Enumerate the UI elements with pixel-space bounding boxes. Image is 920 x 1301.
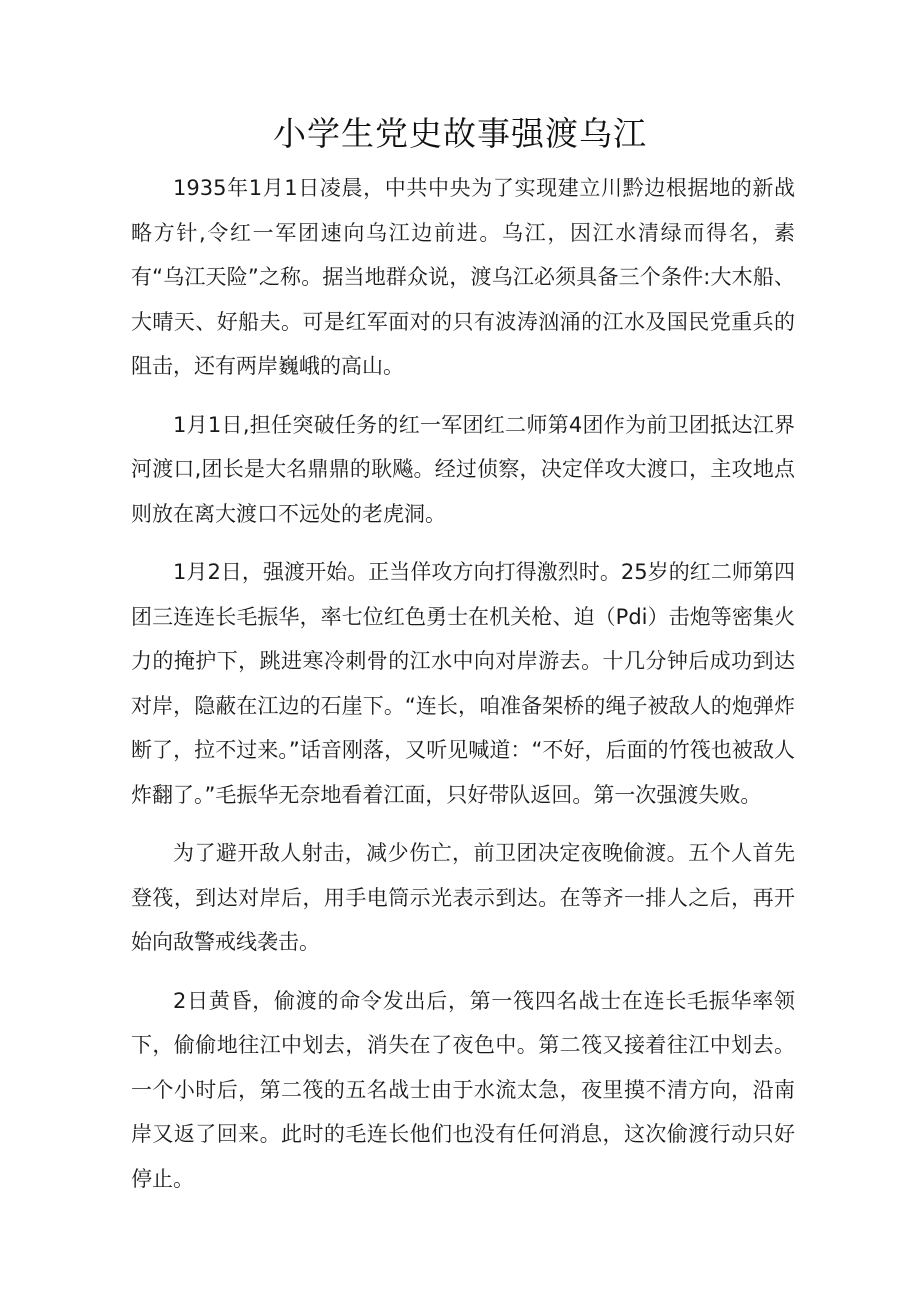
paragraph: 1935年1月1日凌晨，中共中央为了实现建立川黔边根据地的新战略方针,令红一军团速向乌江边前进。乌江，因江水清绿而得名，素有“乌江天险”之称。据当地群众说，渡乌江必须具备三个条件:大木船、大晴天、好船夫。可是红军面对的只有波涛汹涌的江水及国民党重兵的阻击，还有两岸巍峨的高山。	[131, 176, 795, 378]
paragraph: 2日黄昏，偷渡的命令发出后，第一筏四名战士在连长毛振华率领下，偷偷地往江中划去，消失在了夜色中。第二筏又接着往江中划去。一个小时后，第二筏的五名战士由于水流太急，夜里摸不清方向，沿南岸又返了回来。此时的毛连长他们也没有任何消息，这次偷渡行动只好停止。	[131, 988, 795, 1191]
paragraph: 1月1日,担任突破任务的红一军团红二师第4团作为前卫团抵达江界河渡口,团长是大名鼎鼎的耿飚。经过侦察，决定佯攻大渡口，主攻地点则放在离大渡口不远处的老虎洞。	[131, 412, 795, 526]
paragraph: 1月2日，强渡开始。正当佯攻方向打得激烈时。25岁的红二师第四团三连连长毛振华，率七位红色勇士在机关枪、迫（Pdi）击炮等密集火力的掩护下，跳进寒冷刺骨的江水中向对岸游去。十几分钟后成功到达对岸，隐蔽在江边的石崖下。“连长，咱准备架桥的绳子被敌人的炮弹炸断了，拉不过来。”话音刚落，又听见喊道：“不好，后面的竹筏也被敌人炸翻了。”毛振华无奈地看着江面，只好带队返回。第一次强渡失败。	[131, 560, 795, 807]
paragraph: 为了避开敌人射击，减少伤亡，前卫团决定夜晚偷渡。五个人首先登筏，到达对岸后，用手电筒示光表示到达。在等齐一排人之后，再开始向敌警戒线袭击。	[131, 841, 795, 954]
article-body	[131, 166, 795, 1215]
page-title: 小学生党史故事强渡乌江	[273, 114, 647, 153]
